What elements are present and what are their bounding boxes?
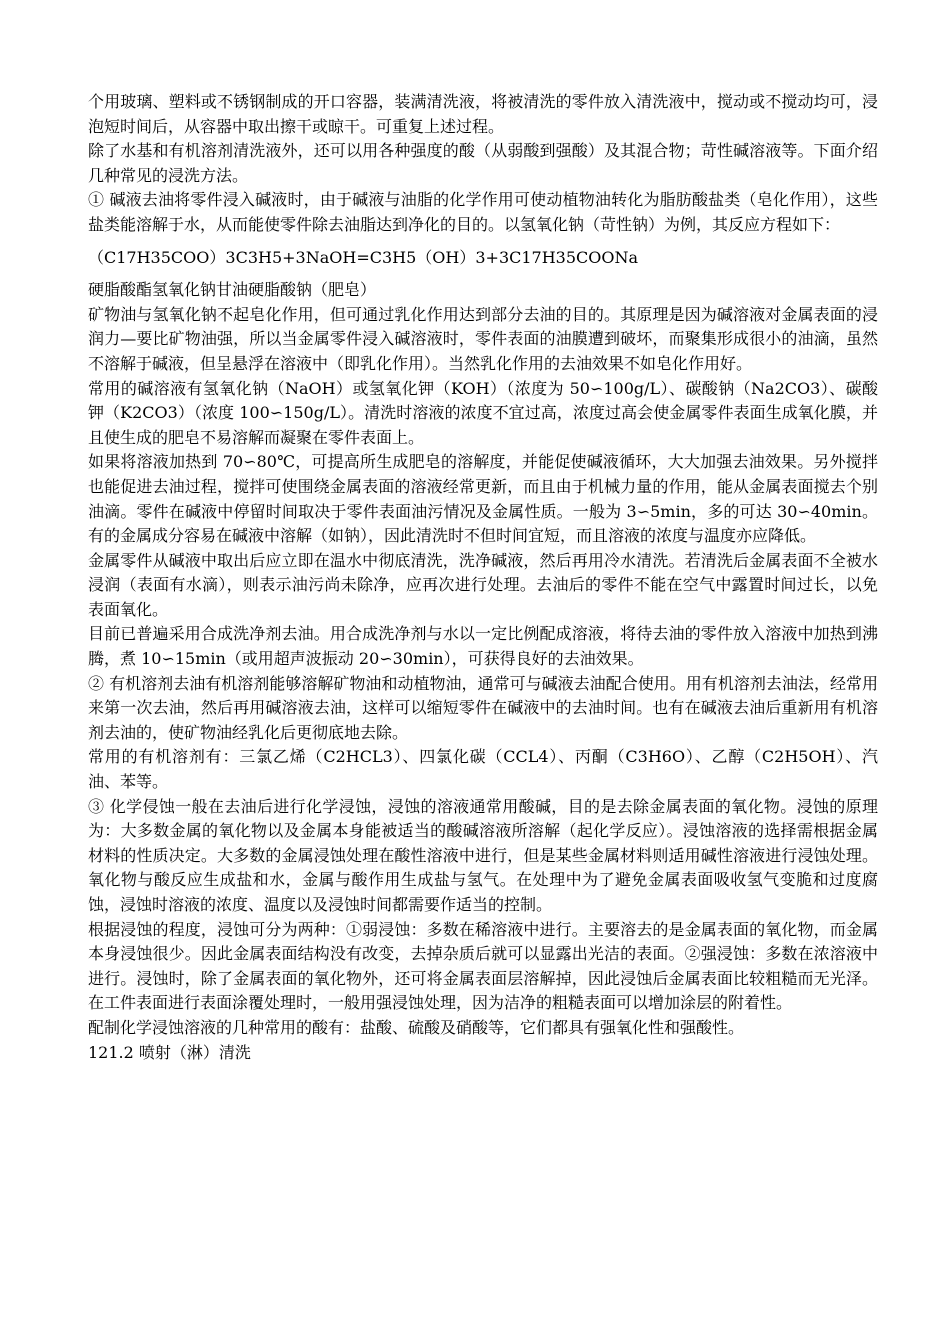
equation-caption: 硬脂酸酯氢氧化钠甘油硬脂酸钠（肥皂） — [88, 280, 377, 300]
section-heading: 121.2 喷射（淋）清洗 — [88, 1042, 251, 1062]
paragraph: 常用的碱溶液有氢氧化钠（NaOH）或氢氧化钾（KOH）（浓度为 50∽100g/L）、碳酸钠（Na2CO3）、碳酸钾（K2CO3）（浓度 100∽150g/L）。清洗时溶液的浓度不宜过高，浓度过高会使金属零件表面生成氧化膜，并且使生成的肥皂不易溶解而凝聚在零件表面上。 — [88, 378, 878, 447]
paragraph: 常用的有机溶剂有：三氯乙烯（C2HCL3）、四氯化碳（CCL4）、丙酮（C3H6O）、乙醇（C2H5OH）、汽油、苯等。 — [88, 747, 878, 792]
paragraph: 个用玻璃、塑料或不锈钢制成的开口容器，装满清洗液，将被清洗的零件放入清洗液中，搅动或不搅动均可，浸泡短时间后，从容器中取出擦干或晾干。可重复上述过程。 — [88, 92, 878, 136]
paragraph: ③ 化学侵蚀一般在去油后进行化学浸蚀，浸蚀的溶液通常用酸碱，目的是去除金属表面的氧化物。浸蚀的原理为：大多数金属的氧化物以及金属本身能被适当的酸碱溶液所溶解（起化学反应）。浸蚀溶液的选择需根据金属材料的性质决定。大多数的金属浸蚀处理在酸性溶液中进行，但是某些金属材料则适用碱性溶液进行浸蚀处理。氧化物与酸反应生成盐和水，金属与酸作用生成盐与氢气。在处理中为了避免金属表面吸收氢气变脆和过度腐蚀，浸蚀时溶液的浓度、温度以及浸蚀时间都需要作适当的控制。 — [88, 796, 878, 914]
paragraph: 金属零件从碱液中取出后应立即在温水中彻底清洗，洗净碱液，然后再用冷水清洗。若清洗后金属表面不全被水浸润（表面有水滴），则表示油污尚未除净，应再次进行处理。去油后的零件不能在空气中露置时间过长，以免表面氧化。 — [88, 550, 878, 619]
paragraph: 除了水基和有机溶剂清洗液外，还可以用各种强度的酸（从弱酸到强酸）及其混合物；苛性碱溶液等。下面介绍几种常见的浸洗方法。 — [88, 141, 878, 185]
equation-line: （C17H35COO）3C3H5+3NaOH=C3H5（OH）3+3C17H35COONa — [88, 247, 639, 267]
paragraph: ① 碱液去油将零件浸入碱液时，由于碱液与油脂的化学作用可使动植物油转化为脂肪酸盐类（皂化作用），这些盐类能溶解于水，从而能使零件除去油脂达到净化的目的。以氢氧化钠（苛性钠）为例，其反应方程如下： — [88, 190, 878, 234]
paragraph: 配制化学浸蚀溶液的几种常用的酸有：盐酸、硫酸及硝酸等，它们都具有强氧化性和强酸性。 — [88, 1017, 745, 1037]
paragraph: 目前已普遍采用合成洗净剂去油。用合成洗净剂与水以一定比例配成溶液，将待去油的零件放入溶液中加热到沸腾，煮 10∽15min（或用超声波振动 20∽30min），可获得良好的去油效果。 — [88, 624, 878, 669]
document-body — [88, 90, 878, 1065]
paragraph: 根据浸蚀的程度，浸蚀可分为两种：①弱浸蚀：多数在稀溶液中进行。主要溶去的是金属表面的氧化物，而金属本身浸蚀很少。因此金属表面结构没有改变，去掉杂质后就可以显露出光洁的表面。②强浸蚀：多数在浓溶液中进行。浸蚀时，除了金属表面的氧化物外，还可将金属表面层溶解掉，因此浸蚀后金属表面比较粗糙而无光泽。在工件表面进行表面涂覆处理时，一般用强浸蚀处理，因为洁净的粗糙表面可以增加涂层的附着性。 — [88, 919, 878, 1013]
paragraph: 矿物油与氢氧化钠不起皂化作用，但可通过乳化作用达到部分去油的目的。其原理是因为碱溶液对金属表面的浸润力—要比矿物油强，所以当金属零件浸入碱溶液时，零件表面的油膜遭到破坏，而聚集形成很小的油滴，虽然不溶解于碱液，但呈悬浮在溶液中（即乳化作用）。当然乳化作用的去油效果不如皂化作用好。 — [88, 304, 878, 373]
paragraph: ② 有机溶剂去油有机溶剂能够溶解矿物油和动植物油，通常可与碱液去油配合使用。用有机溶剂去油法，经常用来第一次去油，然后再用碱溶液去油，这样可以缩短零件在碱液中的去油时间。也有在碱液去油后重新用有机溶剂去油的，使矿物油经乳化后更彻底地去除。 — [88, 673, 878, 742]
paragraph: 如果将溶液加热到 70∽80℃，可提高所生成肥皂的溶解度，并能促使碱液循环，大大加强去油效果。另外搅拌也能促进去油过程，搅拌可使围绕金属表面的溶液经常更新，而且由于机械力量的作用，能从金属表面搅去个别油滴。零件在碱液中停留时间取决于零件表面油污情况及金属性质。一般为 3∽5min，多的可达 30∽40min。有的金属成分容易在碱液中溶解（如钠），因此清洗时不但时间宜短，而且溶液的浓度与温度亦应降低。 — [88, 452, 878, 546]
